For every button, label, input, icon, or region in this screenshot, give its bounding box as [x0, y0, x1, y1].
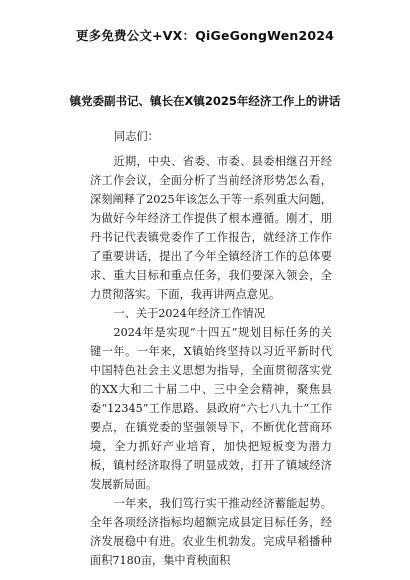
paragraph-2024-overview: 2024年是实现“十四五”规划目标任务的关键一年。一年来，X镇始终坚持以习近平新时代中国特色社会主义思想为指导，全面贯彻落实党的XX大和二十届二中、三中全会精神，聚焦县委“12345”工作思路、县政府“六七八九十”工作要点，在镇党委的坚强领导下，不断优化营商环境，全力抓好产业培育，加快把短板变为潜力板，镇村经济取得了明显成效，打开了镇域经济发展新局面。: [90, 326, 332, 491]
document-title: 镇党委副书记、镇长在X镇2025年经济工作上的讲话: [69, 94, 341, 108]
paragraph-achievements: 一年来，我们笃行实干推动经济蓄能起势。全年各项经济指标均超额完成县定目标任务，经济发展稳中有进。农业生机勃发。完成早稻播种面积7180亩，集中育秧面积: [90, 497, 332, 567]
paragraph-intro: 近期，中央、省委、市委、县委相继召开经济工作会议，全面分析了当前经济形势怎么看，深刻阐释了2025年该怎么干等一系列重大问题，为做好今年经济工作提供了根本遵循。刚才，朋丹书记代表镇党委作了工作报告，就经济工作作了重要讲话，提出了今年全镇经济工作的总体要求、重大目标和重点任务，我们要深入领会，全力贯彻落实。下面，我再讲两点意见。: [90, 155, 332, 301]
section-heading: 一、关于2024年经济工作情况: [113, 307, 266, 320]
greeting: 同志们：: [114, 130, 159, 143]
document-body: [90, 152, 332, 570]
watermark-header: 更多免费公文+VX：QiGeGongWen2024: [75, 28, 335, 43]
